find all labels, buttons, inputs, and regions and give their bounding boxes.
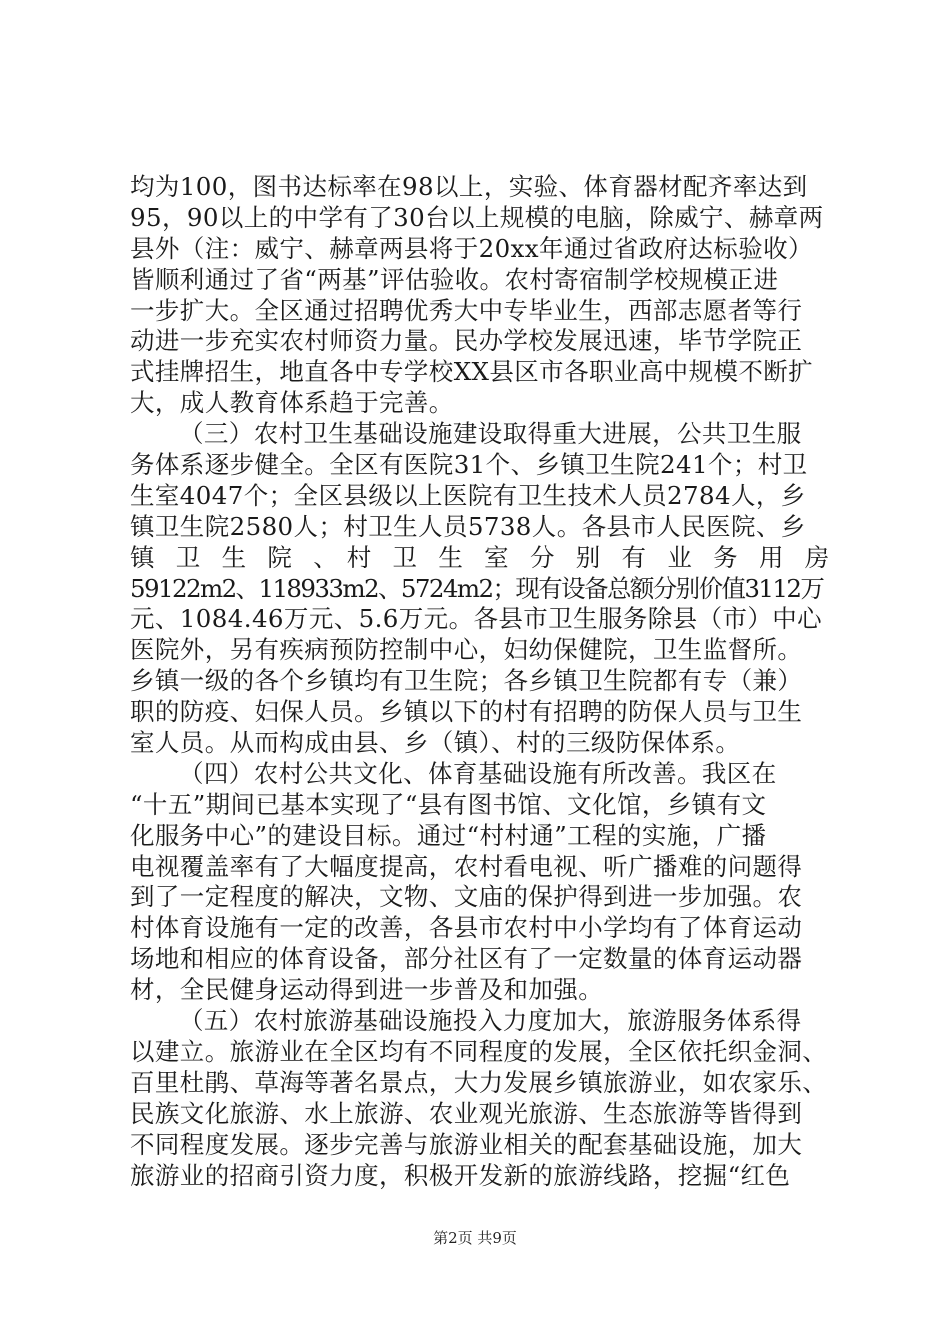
text-line: 镇 卫 生 院 、 村 卫 生 室 分 别 有 业 务 用 房: [130, 542, 828, 572]
document-body: [130, 172, 830, 1191]
text-line: 生室4047个；全区县级以上医院有卫生技术人员2784人，乡: [130, 480, 806, 510]
text-line: 室人员。从而构成由县、乡（镇）、村的三级防保体系。: [130, 728, 741, 758]
text-line: 百里杜鹃、草海等著名景点，大力发展乡镇旅游业，如农家乐、: [130, 1067, 828, 1097]
text-line: 动进一步充实农村师资力量。民办学校发展迅速，毕节学院正: [130, 326, 803, 356]
text-line: 元、1084.46万元、5.6万元。各县市卫生服务除县（市）中心: [130, 604, 823, 634]
text-line: 旅游业的招商引资力度，积极开发新的旅游线路，挖掘“红色: [130, 1160, 791, 1190]
text-line: 电视覆盖率有了大幅度提高，农村看电视、听广播难的问题得: [130, 851, 803, 881]
text-line: 医院外，另有疾病预防控制中心，妇幼保健院，卫生监督所。: [130, 635, 803, 665]
page-number-label: 第2页 共9页: [433, 1229, 517, 1247]
text-line: 乡镇一级的各个乡镇均有卫生院；各乡镇卫生院都有专（兼）: [130, 666, 803, 696]
paragraph-heading-4: （四）农村公共文化、体育基础设施有所改善。我区在: [179, 758, 777, 788]
text-line: 不同程度发展。逐步完善与旅游业相关的配套基础设施，加大: [130, 1129, 803, 1159]
text-line: 镇卫生院2580人；村卫生人员5738人。各县市人民医院、乡: [130, 511, 806, 541]
text-line: 村体育设施有一定的改善，各县市农村中小学均有了体育运动: [130, 913, 803, 943]
text-line: 务体系逐步健全。全区有医院31个、乡镇卫生院241个；村卫: [130, 450, 808, 480]
text-line: 职的防疫、妇保人员。乡镇以下的村有招聘的防保人员与卫生: [130, 697, 803, 727]
text-line: 到了一定程度的解决，文物、文庙的保护得到进一步加强。农: [130, 882, 803, 912]
text-line: 化服务中心”的建设目标。通过“村村通”工程的实施，广播: [130, 820, 767, 850]
text-line: 以建立。旅游业在全区均有不同程度的发展，全区依托织金洞、: [130, 1036, 828, 1066]
paragraph-heading-3: （三）农村卫生基础设施建设取得重大进展，公共卫生服: [179, 419, 802, 449]
text-line: 材，全民健身运动得到进一步普及和加强。: [130, 975, 604, 1005]
text-line: 95，90以上的中学有了30台以上规模的电脑，除威宁、赫章两: [130, 202, 824, 232]
paragraph-heading-5: （五）农村旅游基础设施投入力度加大，旅游服务体系得: [179, 1006, 802, 1036]
text-line: 民族文化旅游、水上旅游、农业观光旅游、生态旅游等皆得到: [130, 1098, 803, 1128]
text-line: 一步扩大。全区通过招聘优秀大中专毕业生，西部志愿者等行: [130, 295, 803, 325]
text-line: 县外（注：威宁、赫章两县将于20xx年通过省政府达标验收）: [130, 233, 813, 263]
text-line: 59122m2、118933m2、5724m2；现有设备总额分别价值3112万: [130, 573, 824, 603]
page-footer: [0, 1228, 950, 1248]
text-line: 大，成人教育体系趋于完善。: [130, 388, 454, 418]
text-line: 场地和相应的体育设备，部分社区有了一定数量的体育运动器: [130, 944, 803, 974]
text-line: 皆顺利通过了省“两基”评估验收。农村寄宿制学校规模正进: [130, 264, 779, 294]
text-line: 均为100，图书达标率在98以上，实验、体育器材配齐率达到: [130, 172, 808, 201]
text-line: 式挂牌招生，地直各中专学校XX县区市各职业高中规模不断扩: [130, 357, 814, 387]
text-line: “十五”期间已基本实现了“县有图书馆、文化馆，乡镇有文: [130, 789, 767, 819]
